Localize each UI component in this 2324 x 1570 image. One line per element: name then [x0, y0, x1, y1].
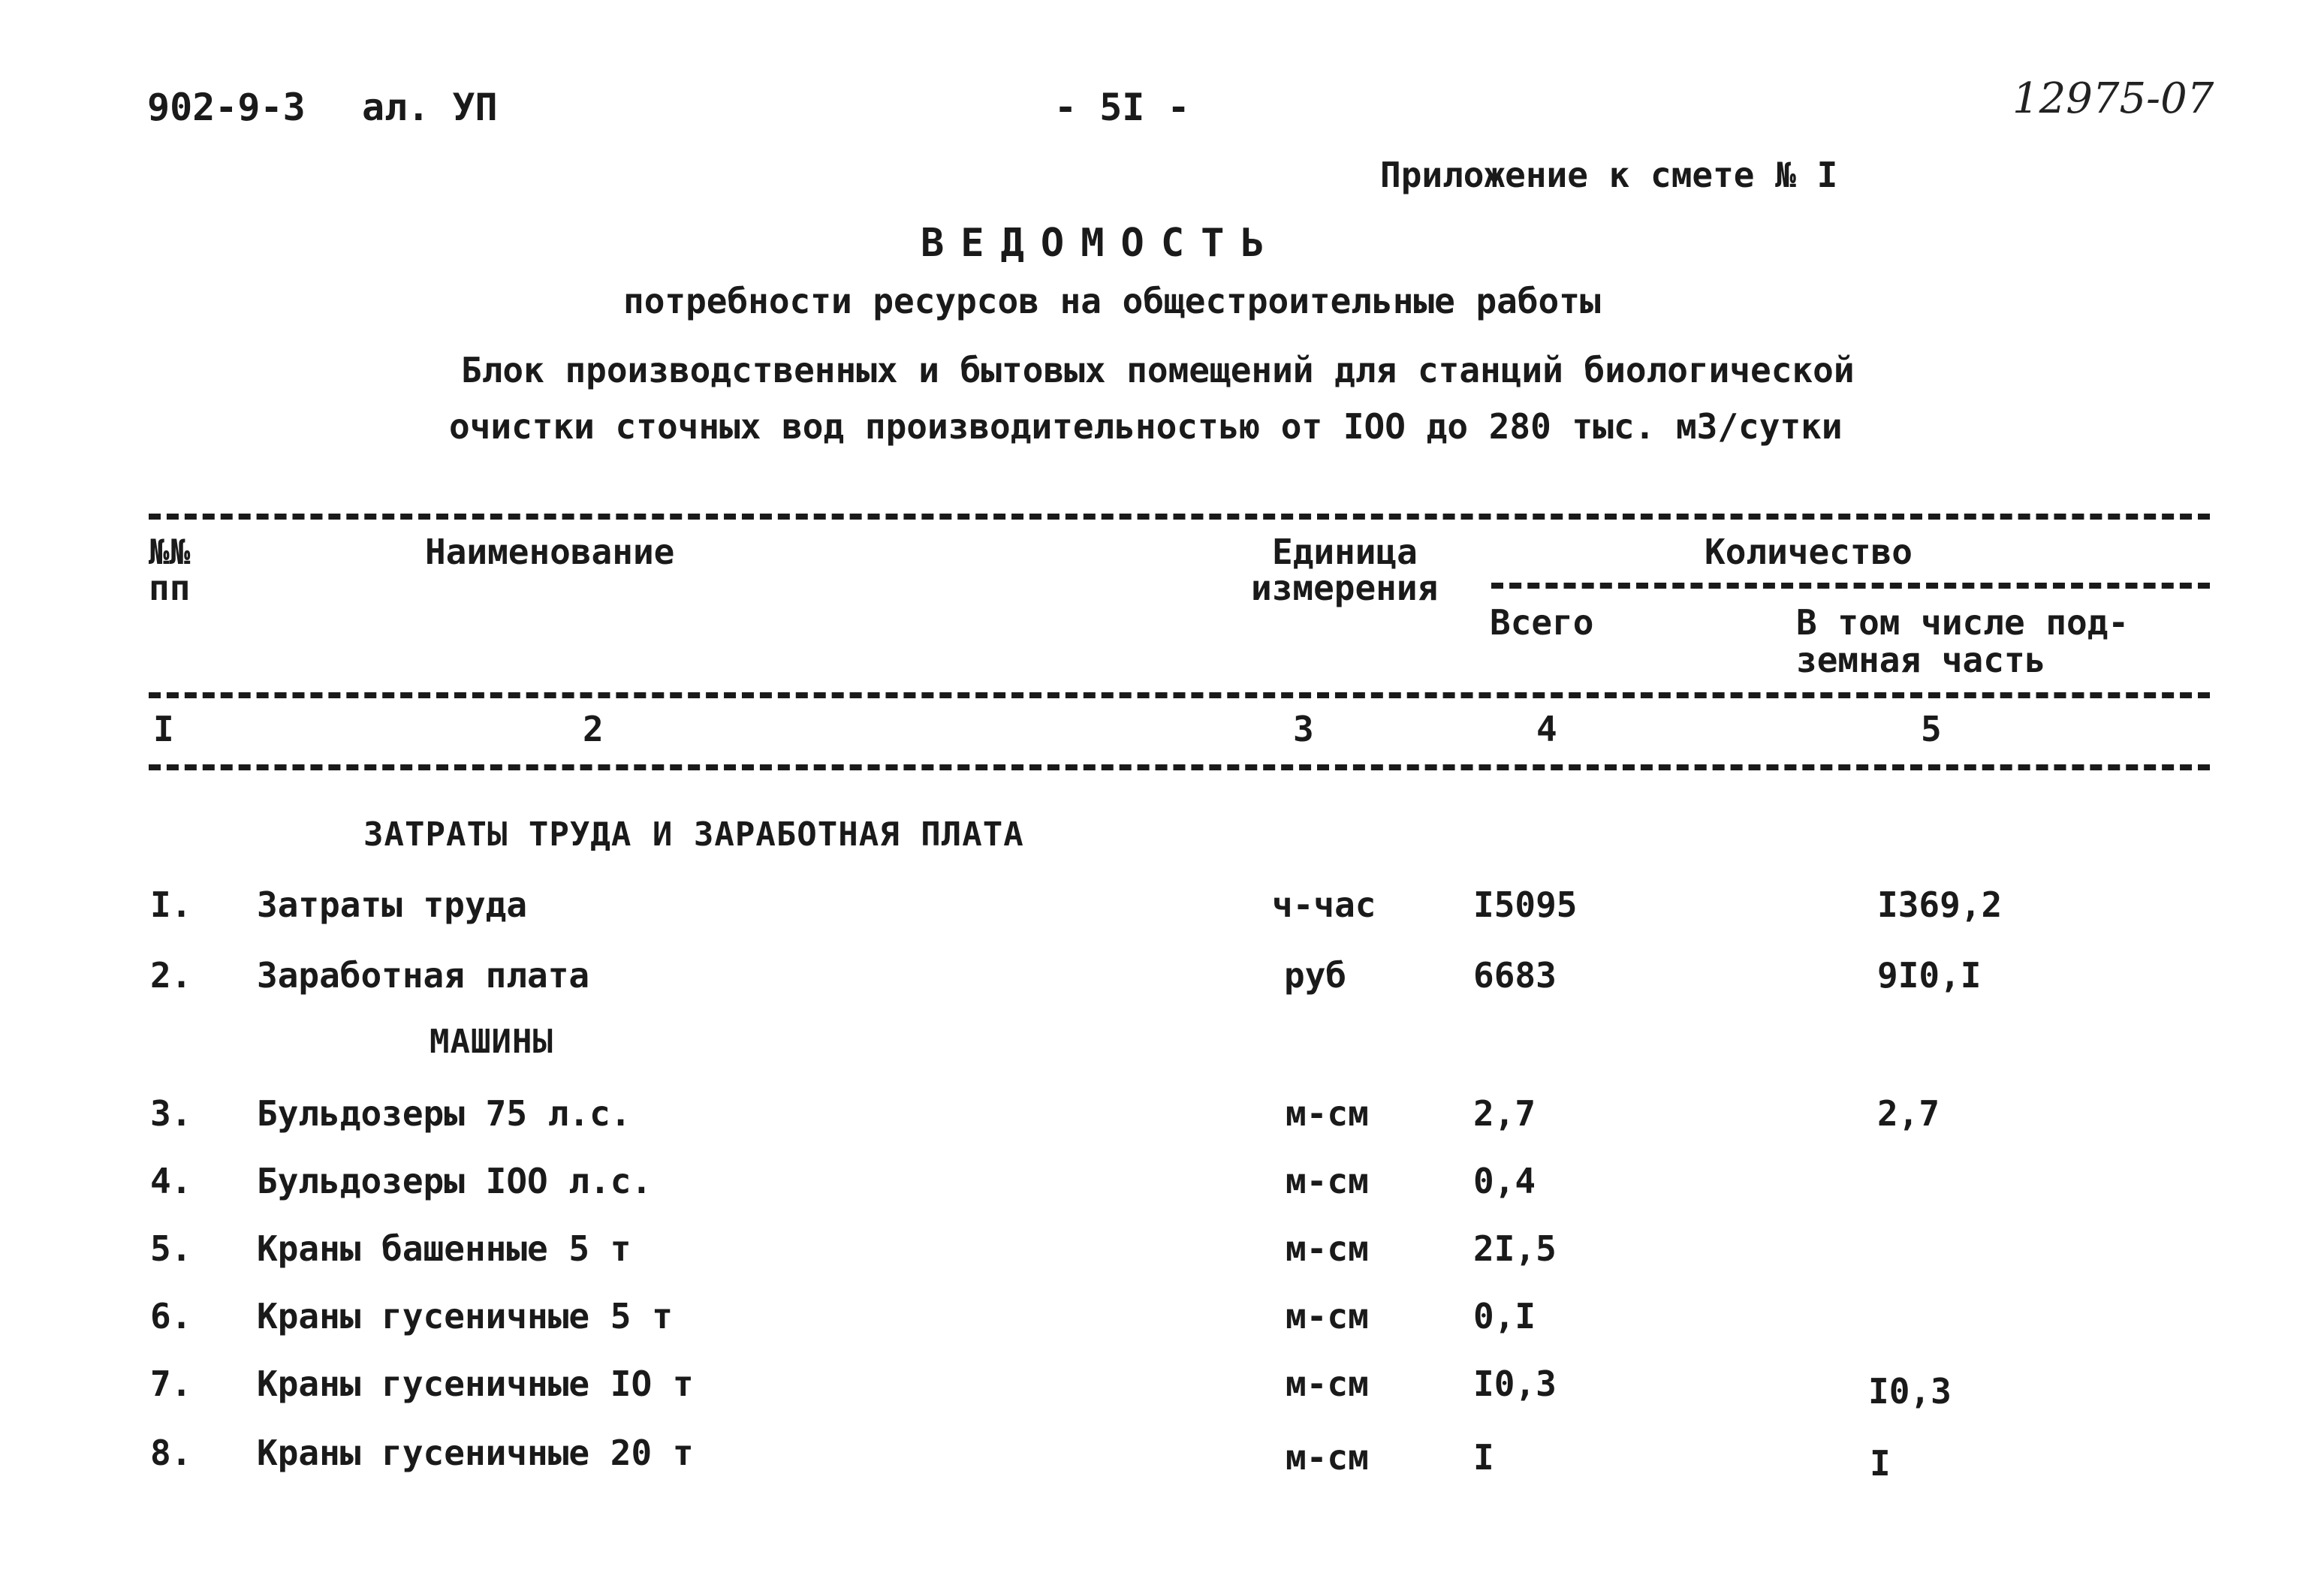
row-number: 3. [150, 1093, 192, 1134]
column-number-1: I [153, 709, 174, 749]
row-name: Бульдозеры IOO л.с. [257, 1161, 653, 1201]
header-unit-line-1: Единица [1272, 532, 1418, 572]
header-total: Всего [1490, 602, 1594, 643]
row-number: 4. [150, 1161, 192, 1201]
row-total: 0,I [1473, 1296, 1536, 1336]
row-unit: м-см [1286, 1296, 1369, 1336]
header-name: Наименование [425, 532, 675, 572]
header-underground-line-1: В том числе под- [1796, 602, 2130, 643]
row-unit: м-см [1286, 1437, 1369, 1478]
row-name: Бульдозеры 75 л.с. [257, 1093, 631, 1134]
document-title: ВЕДОМОСТЬ [921, 221, 1281, 266]
row-number: 2. [150, 955, 192, 996]
row-total: 2,7 [1473, 1093, 1536, 1134]
row-total: I0,3 [1473, 1364, 1557, 1404]
column-number-2: 2 [583, 709, 604, 749]
row-number: 7. [150, 1364, 192, 1404]
header-num: №№ [149, 532, 191, 572]
row-unit: м-см [1286, 1364, 1369, 1404]
row-number: I. [150, 884, 192, 925]
appendix-note: Приложение к смете № I [1380, 155, 1838, 195]
page-number: - 5I - [1054, 86, 1190, 129]
column-number-3: 3 [1293, 709, 1314, 749]
header-num-sub: пп [149, 568, 191, 608]
row-total: I5095 [1473, 884, 1578, 925]
document-subtitle: потребности ресурсов на общестроительные работы [623, 281, 1601, 321]
column-numbers-rule [149, 764, 2210, 770]
document-code: 902-9-3 [147, 86, 306, 129]
row-unit: ч-час [1272, 884, 1376, 925]
row-number: 8. [150, 1433, 192, 1473]
row-underground: 9I0,I [1877, 955, 1982, 996]
row-name: Краны гусеничные 20 т [257, 1433, 694, 1473]
row-name: Краны башенные 5 т [257, 1228, 631, 1269]
object-description-line-2: очистки сточных вод производительностью от IOO до 280 тыс. м3/сутки [449, 406, 1843, 447]
row-unit: м-см [1286, 1228, 1369, 1269]
row-total: 2I,5 [1473, 1228, 1557, 1269]
header-quantity: Количество [1705, 532, 1913, 572]
album-number: ал. УП [362, 86, 498, 129]
row-name: Краны гусеничные 5 т [257, 1296, 673, 1336]
row-unit: м-см [1286, 1093, 1369, 1134]
row-total: 6683 [1473, 955, 1557, 996]
row-number: 6. [150, 1296, 192, 1336]
section-title-labor: ЗАТРАТЫ ТРУДА И ЗАРАБОТНАЯ ПЛАТА [363, 815, 1024, 854]
row-underground: I0,3 [1868, 1371, 1952, 1412]
row-name: Краны гусеничные IO т [257, 1364, 694, 1404]
quantity-header-rule [1491, 583, 2210, 589]
header-bottom-rule [149, 692, 2210, 698]
header-unit-line-2: измерения [1251, 568, 1439, 608]
column-number-5: 5 [1921, 709, 1942, 749]
row-underground: I369,2 [1877, 884, 2003, 925]
section-title-machines: МАШИНЫ [430, 1023, 553, 1061]
table-top-rule [149, 514, 2210, 520]
row-unit: руб [1284, 955, 1347, 996]
row-number: 5. [150, 1228, 192, 1269]
header-underground-line-2: земная часть [1796, 640, 2046, 680]
object-description-line-1: Блок производственных и бытовых помещений для станций биологической [461, 350, 1855, 390]
row-total: 0,4 [1473, 1161, 1536, 1201]
row-name: Заработная плата [257, 955, 590, 996]
row-unit: м-см [1286, 1161, 1369, 1201]
handwritten-reference: 12975-07 [2012, 74, 2214, 123]
column-number-4: 4 [1536, 709, 1557, 749]
row-underground: I [1870, 1443, 1891, 1484]
row-total: I [1473, 1437, 1494, 1478]
row-name: Затраты труда [257, 884, 528, 925]
row-underground: 2,7 [1877, 1093, 1940, 1134]
